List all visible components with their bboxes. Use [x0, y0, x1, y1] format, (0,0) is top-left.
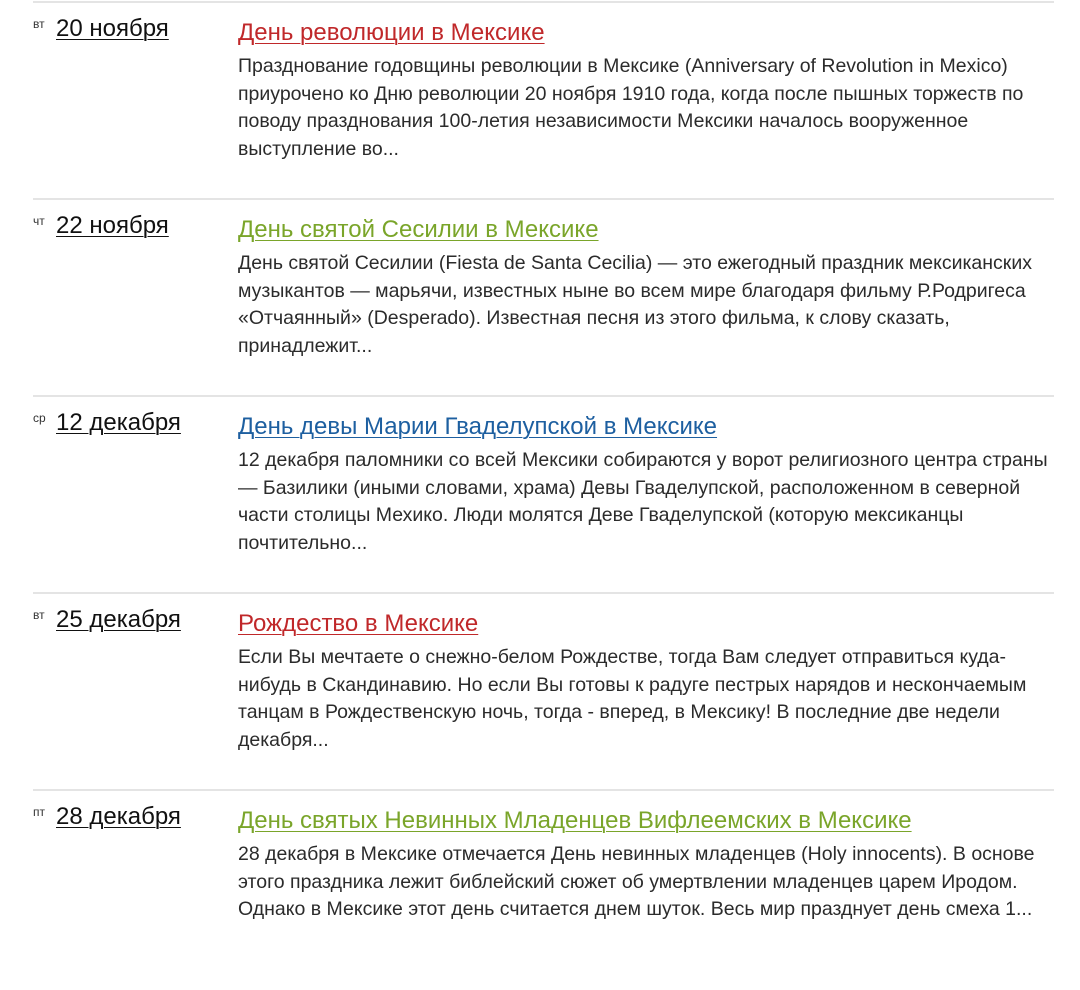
event-item [33, 397, 1054, 594]
event-title-link[interactable]: День святых Невинных Младенцев Вифлеемских в Мексике [238, 807, 912, 834]
weekday-label: ср [33, 411, 46, 425]
date-link[interactable]: 28 декабря [56, 803, 181, 830]
date-link[interactable]: 12 декабря [56, 409, 181, 436]
weekday-label: пт [33, 805, 45, 819]
weekday-label: чт [33, 214, 45, 228]
event-title-link[interactable]: День святой Сесилии в Мексике [238, 216, 599, 243]
event-description: 12 декабря паломники со всей Мексики собираются у ворот религиозного центра страны — Базилики (иными словами, храма) Девы Гваделупской, расположенном в северной части столицы Мехико. Люди молятся Деве Гваделупской (которую мексиканцы почтительно... [238, 449, 1048, 554]
weekday-label: вт [33, 17, 45, 31]
date-link[interactable]: 22 ноября [56, 212, 169, 239]
event-item [33, 594, 1054, 791]
event-title-link[interactable]: День девы Марии Гваделупской в Мексике [238, 413, 718, 440]
event-title-link[interactable]: Рождество в Мексике [238, 610, 479, 637]
event-description: Празднование годовщины революции в Мексике (Anniversary of Revolution in Mexico) приурочено ко Дню революции 20 ноября 1910 года, когда после пышных торжеств по поводу празднования 100-летия независимости Мексики началось вооруженное выступление во... [238, 55, 1024, 160]
event-description: День святой Сесилии (Fiesta de Santa Cecilia) — это ежегодный праздник мексиканских музыкантов — марьячи, известных ныне во всем мире благодаря фильму Р.Родригеса «Отчаянный» (Desperado). Известная песня из этого фильма, к слову сказать, принадлежит... [238, 252, 1032, 357]
event-title-link[interactable]: День революции в Мексике [238, 19, 545, 46]
weekday-label: вт [33, 608, 45, 622]
date-link[interactable]: 20 ноября [56, 15, 169, 42]
event-description: Если Вы мечтаете о снежно-белом Рождестве, тогда Вам следует отправиться куда-нибудь в Скандинавию. Но если Вы готовы к радуге пестрых нарядов и нескончаемым танцам в Рождественскую ночь, тогда - вперед, в Мексику! В последние две недели декабря... [238, 646, 1027, 751]
event-item [33, 3, 1054, 200]
event-description: 28 декабря в Мексике отмечается День невинных младенцев (Holy innocents). В основе этого праздника лежит библейский сюжет об умертвлении младенцев царем Иродом. Однако в Мексике этот день считается днем шуток. Весь мир празднует день смеха 1... [238, 843, 1035, 921]
event-item [33, 791, 1054, 986]
date-link[interactable]: 25 декабря [56, 606, 181, 633]
events-list [33, 0, 1054, 986]
event-item [33, 200, 1054, 397]
